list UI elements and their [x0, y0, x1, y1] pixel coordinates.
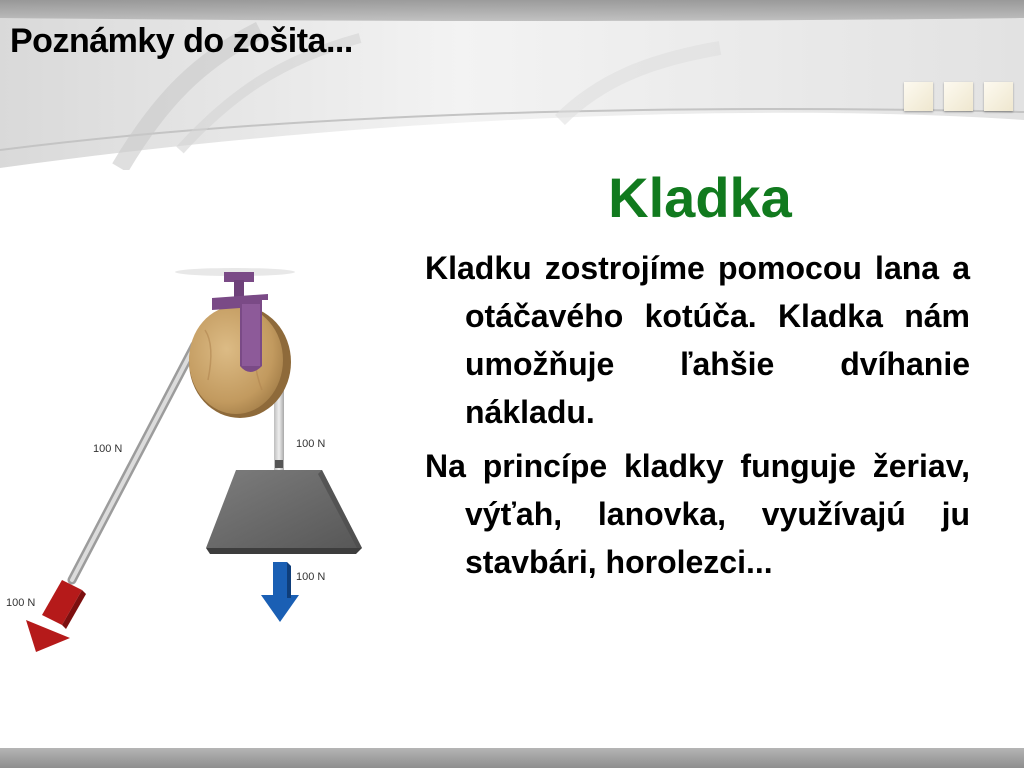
load-force-arrow — [261, 562, 299, 622]
force-label-rope-left: 100 N — [93, 443, 123, 455]
force-label-load-arrow: 100 N — [296, 571, 326, 583]
decorative-square-3 — [984, 82, 1013, 111]
pull-force-arrow — [26, 580, 86, 652]
pulley-illustration — [0, 250, 400, 670]
force-label-pull-arrow: 100 N — [6, 597, 36, 609]
paragraph-pulley-uses: Na princípe kladky funguje žeriav, výťah, lanovka, využívajú ju stavbári, horolezci... — [425, 448, 970, 580]
load-weight — [206, 470, 362, 554]
decorative-square-2 — [944, 82, 973, 111]
footer-bar — [0, 748, 1024, 768]
paragraph-pulley-definition: Kladku zostrojíme pomocou lana a otáčavého kotúča. Kladka nám umožňuje ľahšie dvíhanie nákladu. — [425, 250, 970, 430]
force-label-rope-right: 100 N — [296, 438, 326, 450]
load-hook — [275, 460, 283, 468]
header-title: Poznámky do zošita... — [10, 22, 353, 60]
decorative-square-1 — [904, 82, 933, 111]
body-text — [425, 244, 970, 592]
slide-title: Kladka — [608, 166, 792, 229]
pulley-diagram — [0, 250, 400, 670]
